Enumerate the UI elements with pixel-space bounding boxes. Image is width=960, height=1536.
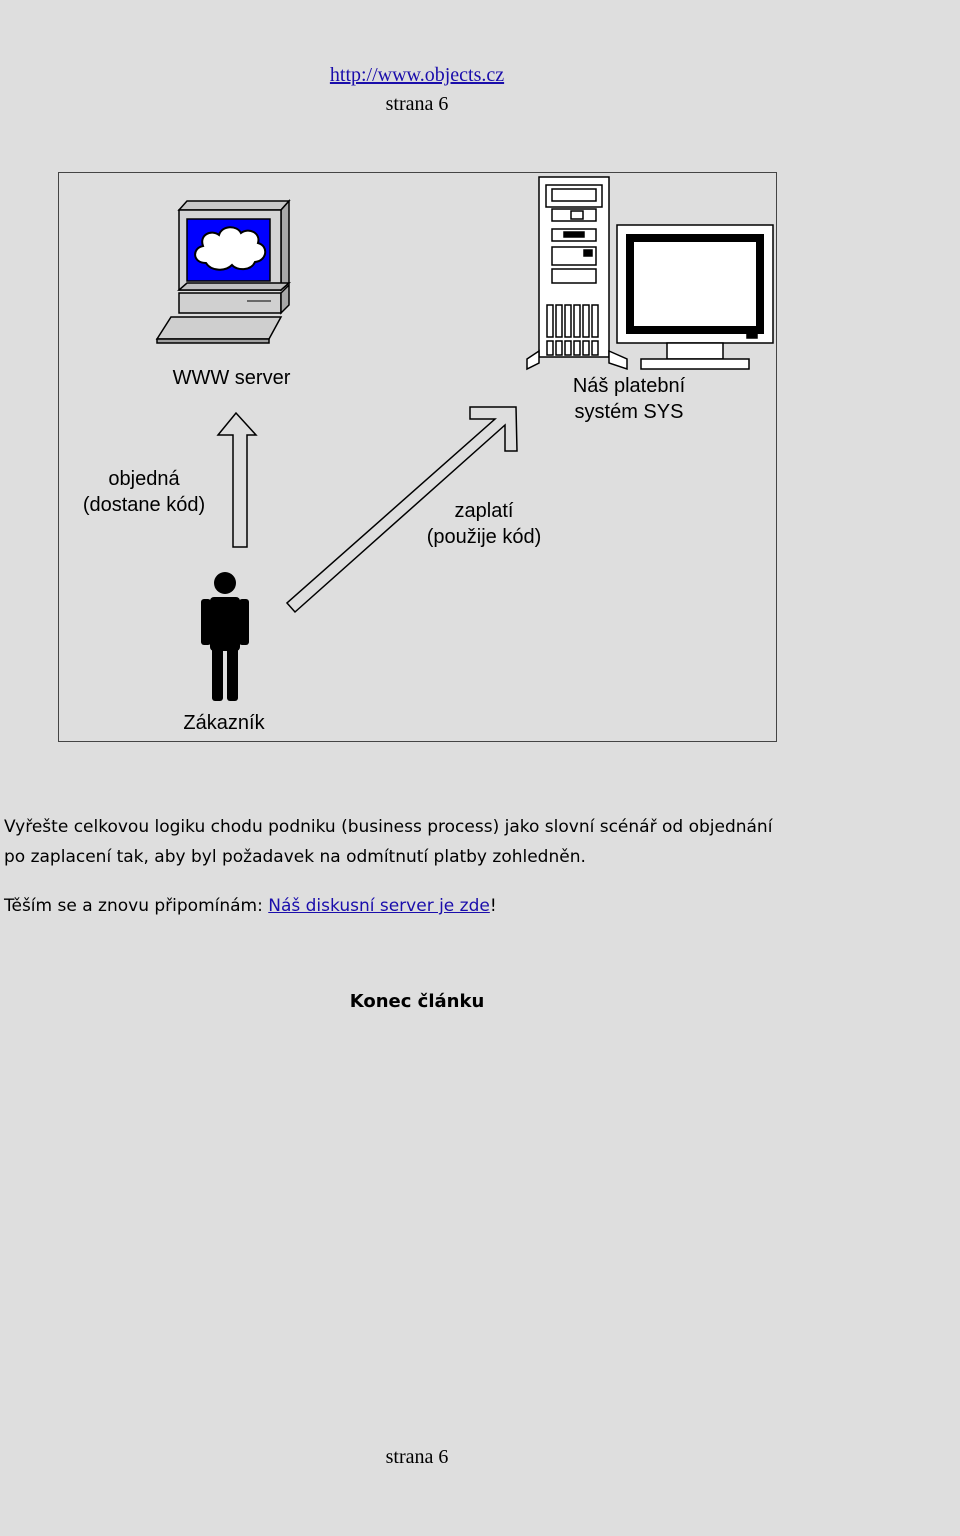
customer-label: Zákazník [183, 712, 265, 734]
arrow-up-icon [218, 413, 261, 547]
paragraph-line-2: po zaplacení tak, aby byl požadavek na odmítnutí platby zohledněn. [4, 847, 586, 867]
pay-action-label-line2: (použije kód) [426, 526, 542, 548]
person-icon [201, 572, 249, 701]
paragraph-line-1: Vyřešte celkovou logiku chodu podniku (business process) jako slovní scénář od objednání [4, 817, 773, 837]
process-diagram [58, 172, 777, 742]
payment-system-label-line1: Náš platební [572, 375, 686, 397]
monitor-icon [617, 225, 773, 369]
header-page-number: strana 6 [385, 93, 449, 115]
footer-page-number: strana 6 [385, 1446, 449, 1468]
discussion-server-link[interactable]: Náš diskusní server je zde [268, 896, 490, 916]
diagram-graphics [59, 173, 776, 741]
header-link[interactable]: http://www.objects.cz [329, 64, 505, 86]
www-server-label: WWW server [172, 367, 291, 389]
order-label-line2: (dostane kód) [82, 494, 206, 516]
pay-action-label-line1: zaplatí [454, 500, 514, 522]
closing-suffix: ! [489, 896, 497, 916]
cloud-icon [195, 227, 265, 269]
payment-system-label-line2: systém SYS [574, 401, 684, 423]
desktop-computer-icon [157, 201, 289, 343]
end-of-article: Konec článku [349, 991, 485, 1012]
order-label-line1: objedná [108, 468, 180, 490]
closing-prefix: Těším se a znovu připomínám: [4, 896, 269, 916]
server-tower-icon [527, 177, 627, 369]
closing-line [4, 891, 497, 921]
